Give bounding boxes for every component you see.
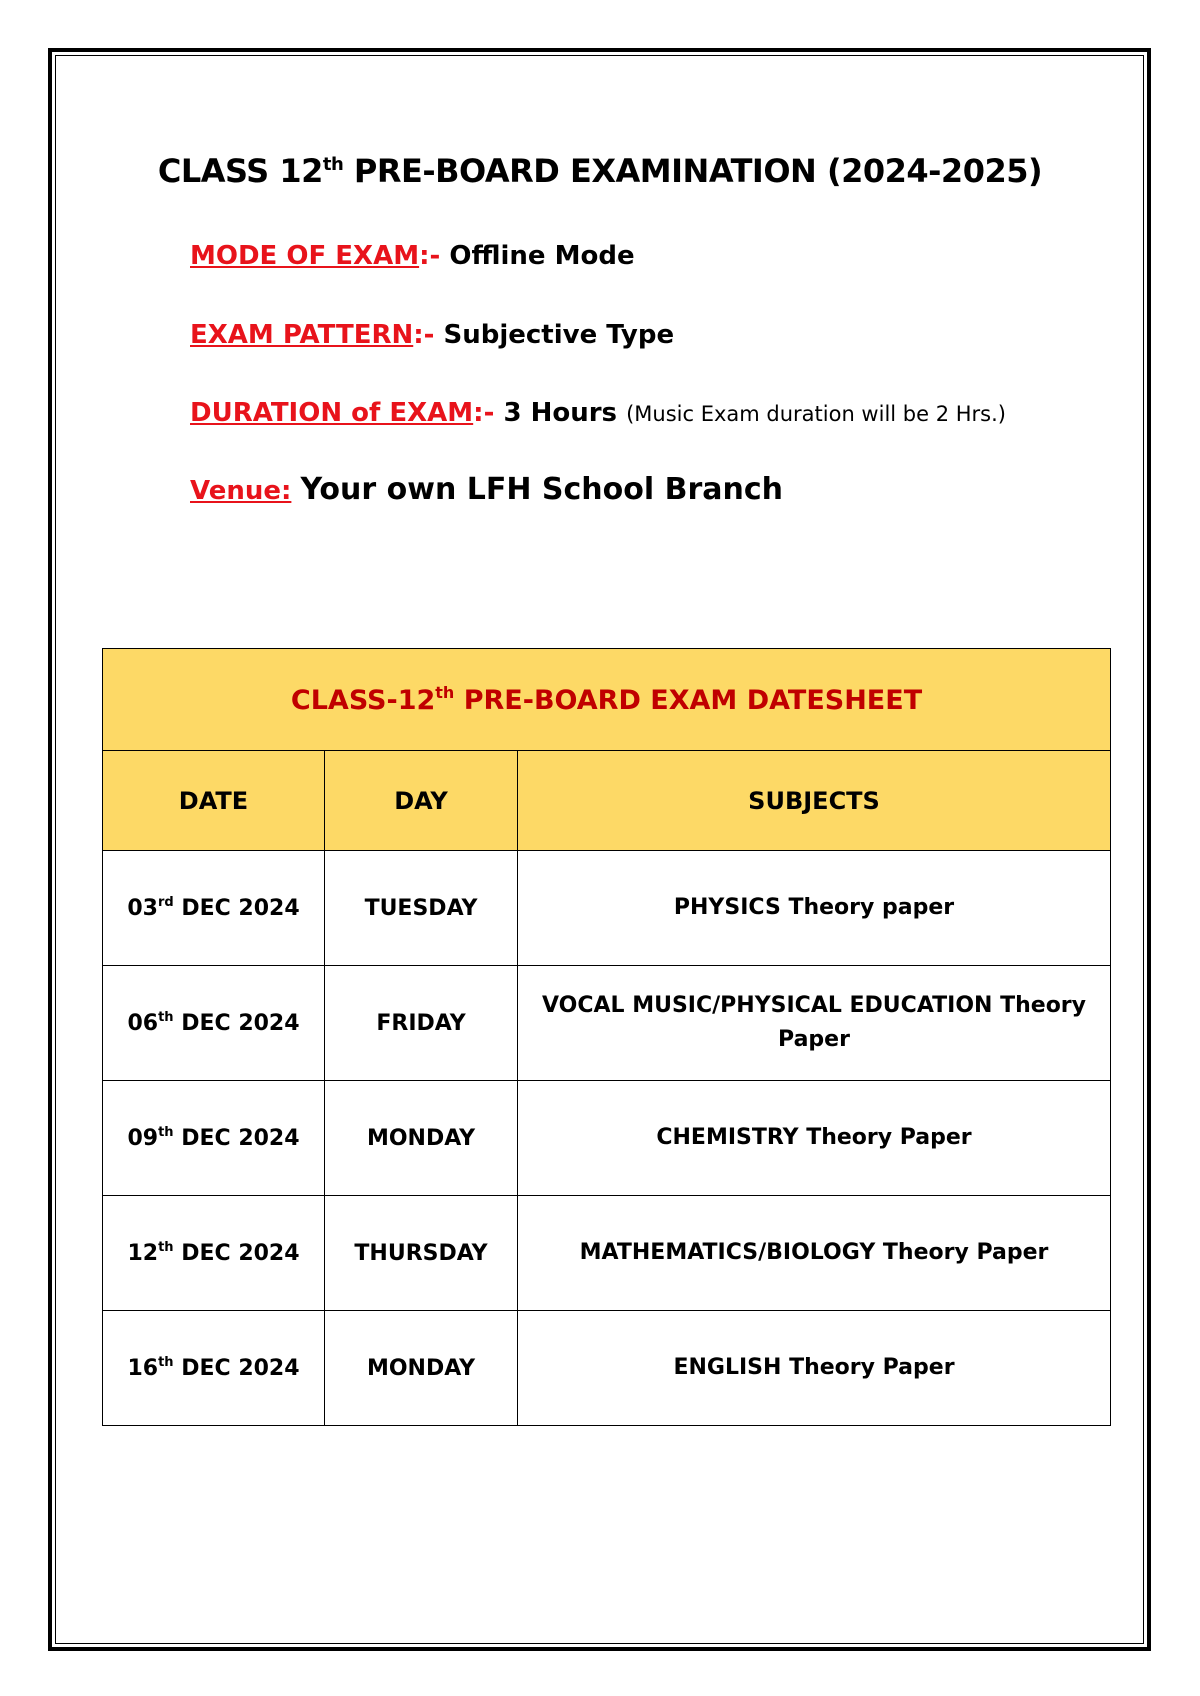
- table-row: [103, 1311, 1111, 1426]
- duration-label: DURATION of EXAM: [190, 398, 474, 428]
- pattern-label: EXAM PATTERN: [190, 320, 414, 350]
- day-cell: THURSDAY: [325, 1196, 518, 1311]
- date-suffix: th: [158, 1125, 174, 1140]
- date-cell: [103, 1196, 325, 1311]
- duration-separator: :-: [473, 398, 495, 428]
- pattern-separator: :-: [413, 320, 435, 350]
- title-superscript: th: [322, 154, 344, 175]
- datesheet-caption-row: [103, 649, 1111, 751]
- mode-of-exam: [190, 241, 635, 271]
- date-suffix: th: [158, 1355, 174, 1370]
- caption-text: CLASS-12: [290, 685, 436, 716]
- title-text-rest: PRE-BOARD EXAMINATION (2024-2025): [343, 152, 1043, 190]
- subject-cell: MATHEMATICS/BIOLOGY Theory Paper: [518, 1196, 1111, 1311]
- page-title: [0, 152, 1200, 190]
- date-month-year: DEC 2024: [173, 896, 300, 921]
- date-number: 03: [127, 896, 158, 921]
- date-number: 16: [127, 1356, 159, 1381]
- table-row: [103, 966, 1111, 1081]
- column-header-subjects: SUBJECTS: [518, 751, 1111, 851]
- venue-label: Venue:: [190, 476, 292, 506]
- date-suffix: th: [158, 1010, 174, 1025]
- table-row: [103, 1196, 1111, 1311]
- date-number: 12: [127, 1241, 159, 1266]
- date-suffix: th: [158, 1240, 174, 1255]
- date-month-year: DEC 2024: [173, 1011, 300, 1036]
- column-header-date: DATE: [103, 751, 325, 851]
- pattern-value: Subjective Type: [443, 320, 675, 350]
- date-cell: [103, 1311, 325, 1426]
- datesheet-header-row: [103, 751, 1111, 851]
- duration-value: 3 Hours: [503, 398, 618, 428]
- mode-value: Offline Mode: [449, 241, 635, 271]
- subject-cell: PHYSICS Theory paper: [518, 851, 1111, 966]
- day-cell: FRIDAY: [325, 966, 518, 1081]
- date-month-year: DEC 2024: [173, 1356, 300, 1381]
- title-text: CLASS 12: [157, 152, 323, 190]
- exam-duration: [190, 398, 1006, 428]
- day-cell: MONDAY: [325, 1311, 518, 1426]
- exam-pattern: [190, 320, 674, 350]
- day-cell: TUESDAY: [325, 851, 518, 966]
- venue-value: Your own LFH School Branch: [300, 472, 784, 507]
- date-month-year: DEC 2024: [173, 1241, 300, 1266]
- day-cell: MONDAY: [325, 1081, 518, 1196]
- date-month-year: DEC 2024: [173, 1126, 300, 1151]
- date-cell: [103, 1081, 325, 1196]
- mode-label: MODE OF EXAM: [190, 241, 420, 271]
- duration-note: (Music Exam duration will be 2 Hrs.): [626, 402, 1006, 426]
- datesheet-caption: [103, 649, 1111, 751]
- date-cell: [103, 851, 325, 966]
- table-row: [103, 851, 1111, 966]
- date-number: 09: [127, 1126, 159, 1151]
- subject-cell: VOCAL MUSIC/PHYSICAL EDUCATION Theory Paper: [518, 966, 1111, 1081]
- subject-cell: ENGLISH Theory Paper: [518, 1311, 1111, 1426]
- date-suffix: rd: [157, 895, 174, 910]
- table-row: [103, 1081, 1111, 1196]
- caption-text-rest: PRE-BOARD EXAM DATESHEET: [454, 685, 923, 716]
- exam-venue: [190, 472, 783, 507]
- date-cell: [103, 966, 325, 1081]
- date-number: 06: [127, 1011, 159, 1036]
- datesheet-table: [102, 648, 1111, 1426]
- mode-separator: :-: [419, 241, 441, 271]
- caption-superscript: th: [435, 683, 455, 702]
- column-header-day: DAY: [325, 751, 518, 851]
- subject-cell: CHEMISTRY Theory Paper: [518, 1081, 1111, 1196]
